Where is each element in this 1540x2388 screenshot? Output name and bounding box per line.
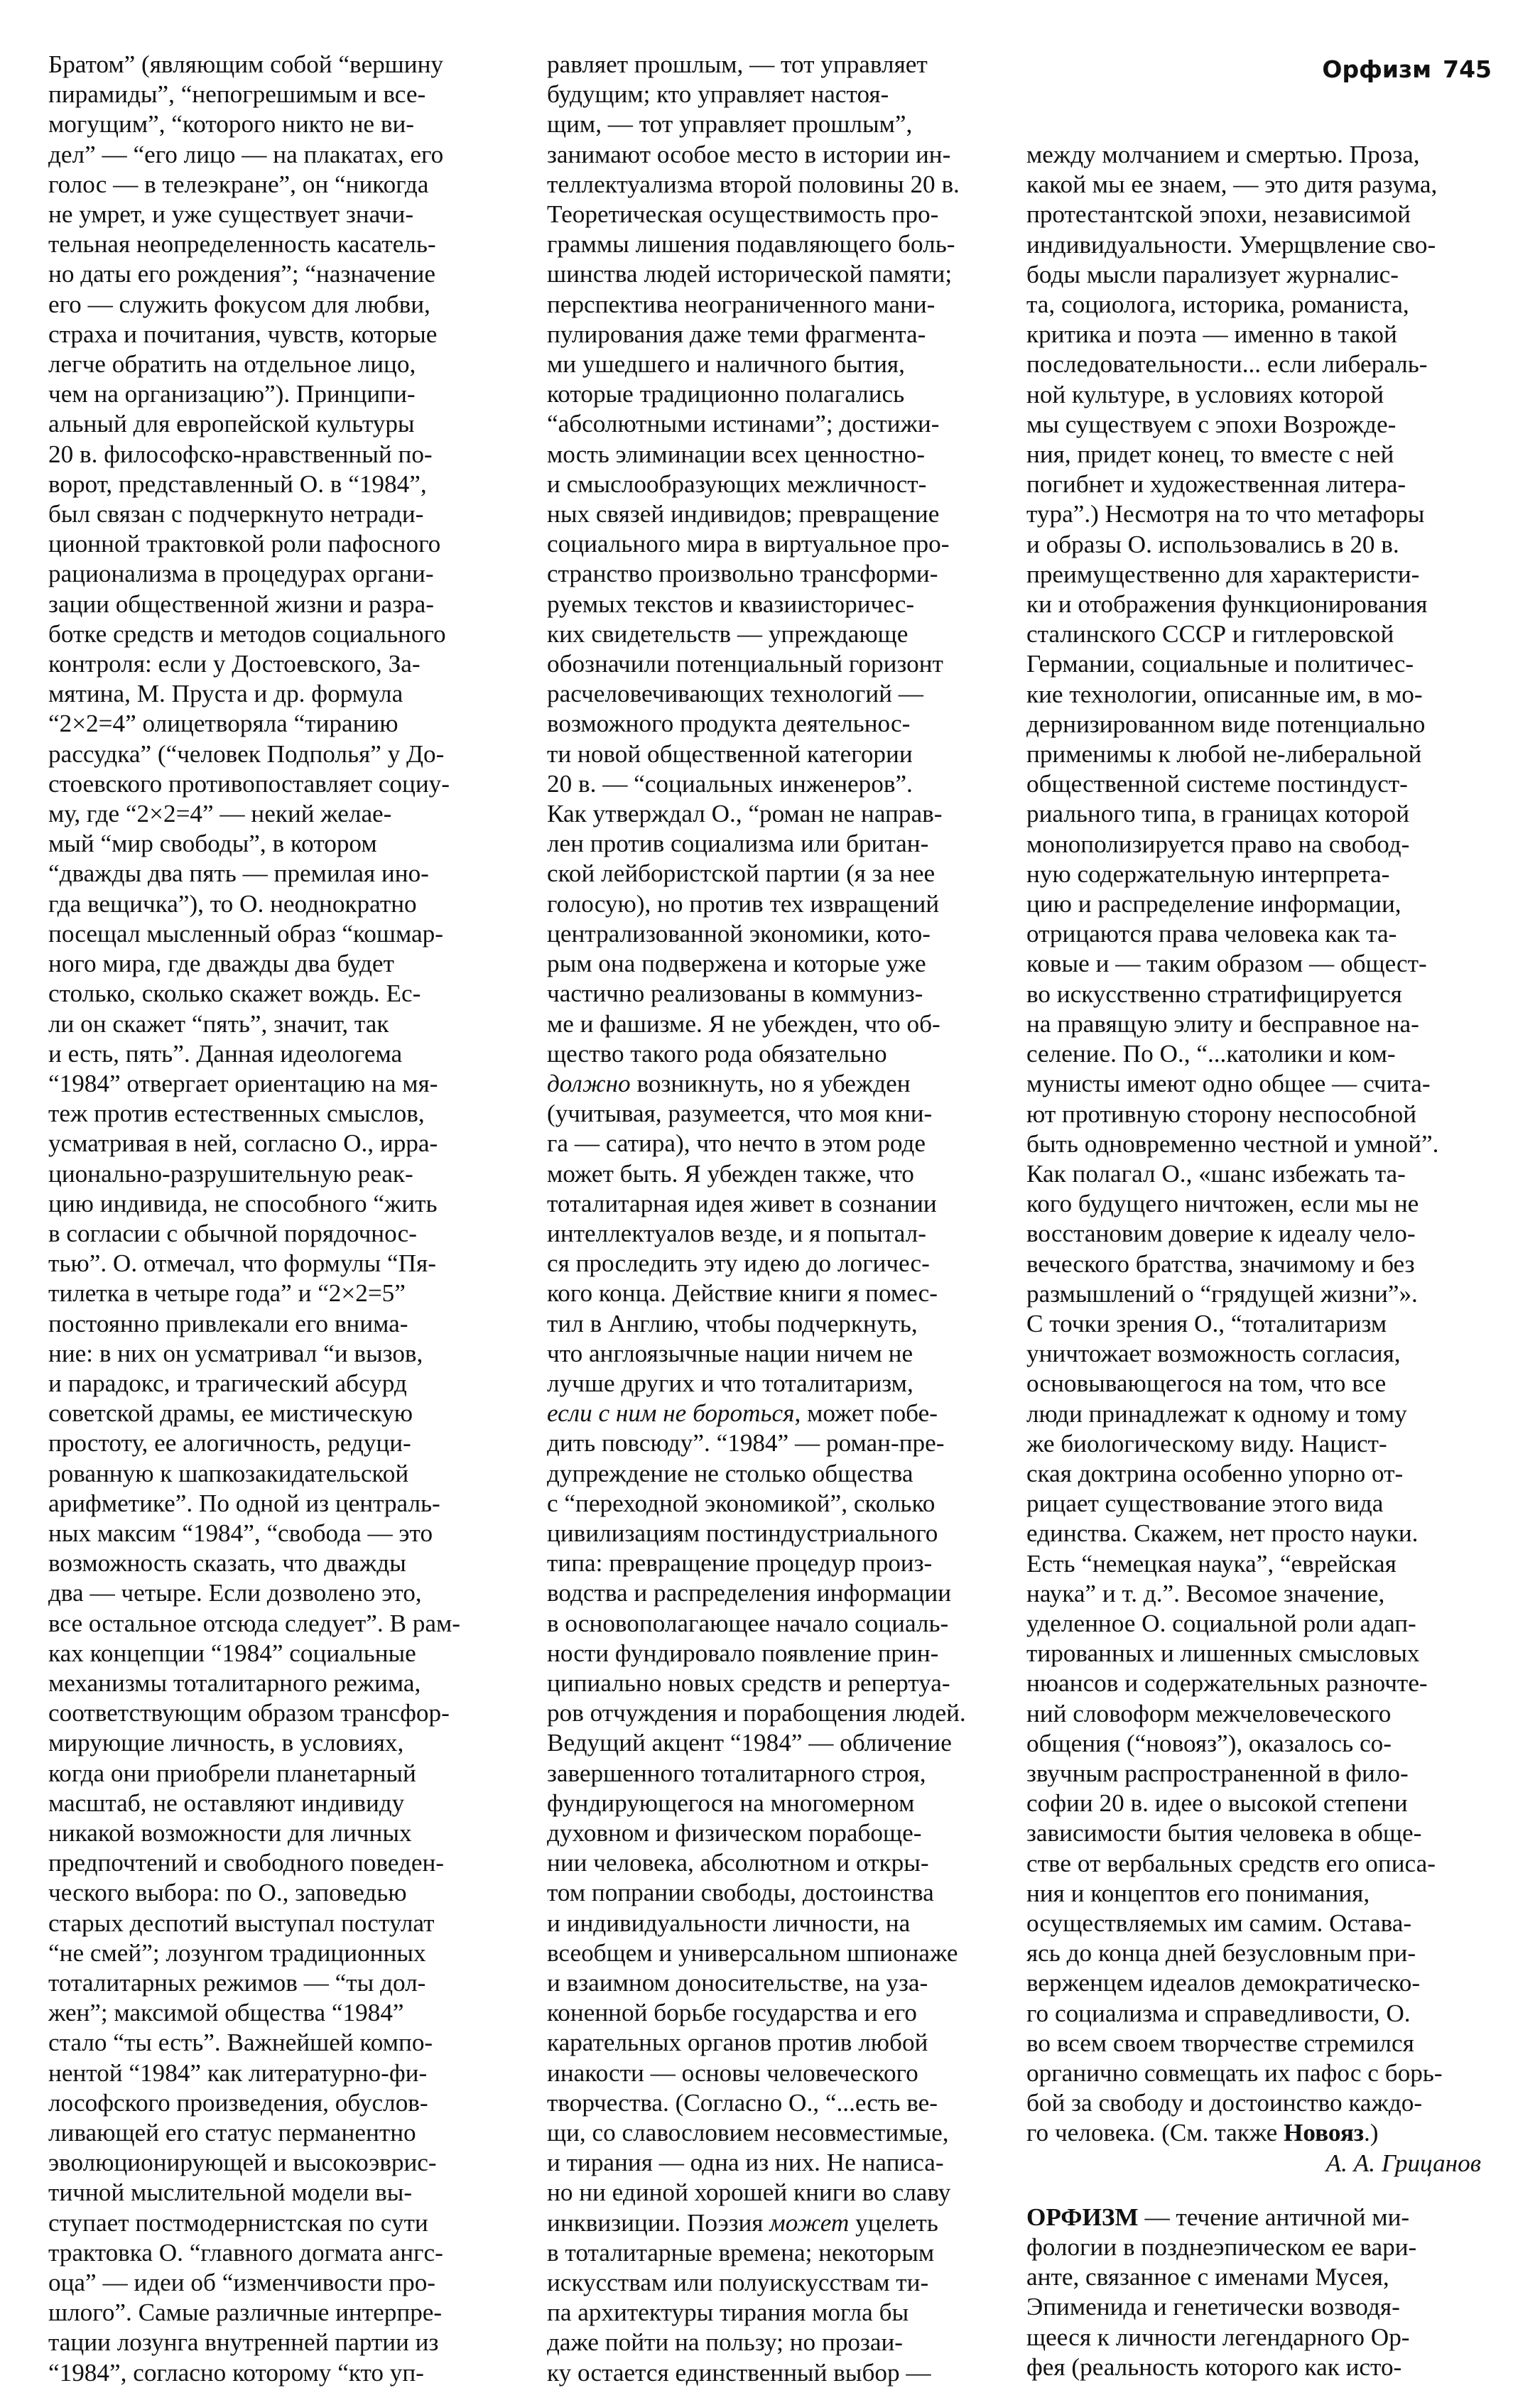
- text-line: соответствующим образом трансфор-: [48, 1699, 450, 1727]
- text-line: гда вещичка”), то О. неоднократно: [48, 889, 417, 918]
- text-line: могущим”, “которого никто не ви-: [48, 110, 414, 139]
- text-line: га — сатира), что нечто в этом роде: [547, 1129, 926, 1158]
- text-line: быть одновременно честной и умной”.: [1026, 1129, 1439, 1158]
- text-line: социального мира в виртуальное про-: [547, 530, 950, 558]
- text-line: общественной системе постиндуст-: [1026, 770, 1408, 798]
- text-line: верженцем идеалов демократическо-: [1026, 1969, 1421, 1997]
- text-line: ки и отображения функционирования: [1026, 590, 1428, 619]
- text-line: веческого братства, значимому и без: [1026, 1249, 1415, 1278]
- text-line: страха и почитания, чувств, которые: [48, 320, 438, 348]
- text-line: посещал мысленный образ “кошмар-: [48, 919, 443, 948]
- text-line: оца” — идеи об “изменчивости про-: [48, 2269, 436, 2297]
- text-line: все остальное отсюда следует”. В рам-: [48, 1609, 460, 1637]
- text-line: ния, придет конец, то вместе с ней: [1026, 440, 1394, 469]
- text-line: анте, связанное с именами Мусея,: [1026, 2263, 1389, 2291]
- text-line: Ведущий акцент “1984” — обличение: [547, 1729, 952, 1757]
- text-line: “дважды два пять — премилая ино-: [48, 859, 429, 888]
- text-line: кого будущего ничтожен, если мы не: [1026, 1190, 1419, 1218]
- text-line: протестантской эпохи, независимой: [1026, 200, 1411, 229]
- text-line: та, социолога, историка, романиста,: [1026, 291, 1409, 319]
- text-line: “1984” отвергает ориентацию на мя-: [48, 1069, 438, 1097]
- text-line: инквизиции. Поэзия может уцелеть: [547, 2208, 938, 2237]
- text-line: размышлений о “грядущей жизни”».: [1026, 1279, 1418, 1308]
- text-line: во искусственно стратифицируется: [1026, 979, 1402, 1008]
- text-line: которые традиционно полагались: [547, 380, 905, 408]
- text-line: может быть. Я убежден также, что: [547, 1159, 914, 1188]
- text-line: голосую), но против тех извращений: [547, 889, 940, 918]
- text-line: в согласии с обычной порядочнос-: [48, 1219, 417, 1247]
- text-line: мятина, М. Пруста и др. формула: [48, 680, 403, 708]
- text-line: тоталитарная идея живет в сознании: [547, 1189, 937, 1217]
- text-line: но даты его рождения”; “назначение: [48, 260, 435, 288]
- text-line: но ни единой хорошей книги во славу: [547, 2178, 951, 2207]
- text-line: “абсолютными истинами”; достижи-: [547, 410, 940, 438]
- next-article-lines: [1026, 2232, 1481, 2382]
- text-line: стало “ты есть”. Важнейшей компо-: [48, 2029, 433, 2057]
- text-line: нюансов и содержательных разночте-: [1026, 1669, 1428, 1698]
- text-line: и индивидуальности личности, на: [547, 1909, 911, 1937]
- text-line: ся проследить эту идею до логичес-: [547, 1249, 930, 1278]
- text-line: простоту, ее алогичность, редуци-: [48, 1429, 411, 1458]
- text-line: “2×2=4” олицетворяла “тиранию: [48, 710, 398, 738]
- text-line: ясь до конца дней безусловным при-: [1026, 1939, 1416, 1968]
- text-line: ме и фашизме. Я не убежден, что об-: [547, 1009, 940, 1038]
- text-line: ботке средств и методов социального: [48, 619, 446, 648]
- text-line: ний словоформ межчеловеческого: [1026, 1699, 1392, 1727]
- text-line: стве от вербальных средств его описа-: [1026, 1849, 1436, 1877]
- text-line: ворот, представленный О. в “1984”,: [48, 470, 427, 498]
- text-line: ров отчуждения и порабощения людей.: [547, 1699, 966, 1727]
- text-line: перспектива неограниченного мани-: [547, 290, 936, 318]
- text-line: том попрании свободы, достоинства: [547, 1879, 934, 1907]
- text-line: фологии в позднеэпическом ее вари-: [1026, 2233, 1417, 2262]
- text-line: основывающегося на том, что все: [1026, 1369, 1387, 1398]
- text-line: наука” и т. д.”. Весомое значение,: [1026, 1579, 1385, 1607]
- text-line: эволюционирующей и высокоэврис-: [48, 2149, 437, 2177]
- text-line: ливающей его статус перманентно: [48, 2119, 416, 2147]
- text-line: ного мира, где дважды два будет: [48, 950, 394, 978]
- text-line: арифметике”. По одной из централь-: [48, 1489, 440, 1517]
- text-line: ют противную сторону неспособной: [1026, 1100, 1417, 1128]
- text-line: органично совмещать их пафос с борь-: [1026, 2059, 1443, 2087]
- text-line: лен против социализма или британ-: [547, 830, 929, 858]
- page-number: 745: [1443, 55, 1492, 83]
- text-line: ких свидетельств — упреждающе: [547, 619, 909, 648]
- text-line: ние: в них он усматривал “и вызов,: [48, 1339, 423, 1367]
- text-line: что англоязычные нации ничем не: [547, 1339, 913, 1367]
- text-line: софии 20 в. идее о высокой степени: [1026, 1789, 1408, 1818]
- text-line: ной культуре, в условиях которой: [1026, 380, 1384, 408]
- text-line: и парадокс, и трагический абсурд: [48, 1369, 407, 1397]
- text-line: тельная неопределенность касатель-: [48, 230, 436, 259]
- text-line: и образы О. использовались в 20 в.: [1026, 530, 1399, 558]
- text-line: постоянно привлекали его внима-: [48, 1309, 408, 1337]
- text-line: и смыслообразующих межличност-: [547, 470, 927, 498]
- text-line: занимают особое место в истории ин-: [547, 140, 951, 168]
- text-line: ской лейбористской партии (я за нее: [547, 859, 936, 888]
- text-line: ных максим “1984”, “свобода — это: [48, 1519, 433, 1547]
- text-line: ности фундировало появление прин-: [547, 1639, 939, 1667]
- text-line: усматривая в ней, согласно О., ирра-: [48, 1129, 438, 1158]
- text-line: тоталитарных режимов — “ты дол-: [48, 1969, 426, 1997]
- text-line: щееся к личности легендарного Ор-: [1026, 2323, 1410, 2351]
- text-line: общения (“новояз”), оказалось со-: [1026, 1729, 1392, 1757]
- text-line: и есть, пять”. Данная идеологема: [48, 1039, 403, 1068]
- text-line: го человека. (См. также Новояз.): [1026, 2119, 1379, 2147]
- text-line: осуществляемых им самим. Остава-: [1026, 1909, 1412, 1937]
- text-line: ти новой общественной категории: [547, 739, 913, 768]
- text-line: ционной трактовкой роли пафосного: [48, 530, 441, 558]
- next-article-first-line-text: — течение античной ми-: [1138, 2203, 1410, 2231]
- text-line: его — служить фокусом для любви,: [48, 290, 430, 318]
- text-line: завершенного тоталитарного строя,: [547, 1759, 926, 1787]
- text-line: Эпименида и генетически возводя-: [1026, 2293, 1400, 2321]
- text-line: возможность сказать, что дважды: [48, 1549, 406, 1578]
- text-line: альный для европейской культуры: [48, 410, 415, 438]
- text-line: нентой “1984” как литературно-фи-: [48, 2058, 428, 2087]
- text-line: щество такого рода обязательно: [547, 1039, 887, 1068]
- text-line: частично реализованы в коммуниз-: [547, 979, 923, 1008]
- text-line: трактовка О. “главного догмата ангс-: [48, 2238, 443, 2267]
- text-line: ципиально новых средств и репертуа-: [547, 1668, 950, 1697]
- text-line: “не смей”; лозунгом традиционных: [48, 1938, 426, 1967]
- text-column-middle: [547, 50, 1002, 2388]
- text-line: цивилизациям постиндустриального: [547, 1519, 938, 1547]
- text-line: па архитектуры тирания могла бы: [547, 2299, 909, 2327]
- text-line: в основополагающее начало социаль-: [547, 1609, 949, 1637]
- text-line: граммы лишения подавляющего боль-: [547, 230, 955, 259]
- text-line: если с ним не бороться, может побе-: [547, 1399, 938, 1428]
- text-line: руемых текстов и квазиисторичес-: [547, 590, 915, 618]
- text-line: люди принадлежат к одному и тому: [1026, 1399, 1407, 1428]
- text-line: голос — в телеэкране”, он “никогда: [48, 170, 429, 198]
- text-line: с “переходной экономикой”, сколько: [547, 1489, 936, 1517]
- text-line: стоевского противопоставляет социу-: [48, 769, 450, 798]
- text-line: тации лозунга внутренней партии из: [48, 2328, 439, 2357]
- text-line: два — четыре. Если дозволено это,: [48, 1579, 422, 1607]
- text-line: карательных органов против любой: [547, 2029, 928, 2057]
- text-line: инакости — основы человеческого: [547, 2058, 918, 2087]
- text-line: ния и концептов его понимания,: [1026, 1879, 1370, 1907]
- text-line: пирамиды”, “непогрешимым и все-: [48, 80, 426, 109]
- next-article-first-line: [1026, 2203, 1481, 2232]
- text-line: чем на организацию”). Принципи-: [48, 380, 416, 408]
- text-line: кие технологии, описанные им, в мо-: [1026, 680, 1423, 708]
- text-line: монополизируется право на свобод-: [1026, 830, 1410, 858]
- text-line: ных связей индивидов; превращение: [547, 500, 940, 528]
- text-line: типа: превращение процедур произ-: [547, 1549, 933, 1578]
- text-line: нии человека, абсолютном и откры-: [547, 1849, 929, 1877]
- text-line: шлого”. Самые различные интерпре-: [48, 2299, 443, 2327]
- text-line: не умрет, и уже существует значи-: [48, 200, 414, 229]
- text-line: в тоталитарные времена; некоторым: [547, 2238, 935, 2267]
- text-line: щи, со славословием несовместимые,: [547, 2119, 949, 2147]
- section-title: Орфизм: [1322, 55, 1432, 83]
- text-line: рицает существование этого вида: [1026, 1489, 1384, 1518]
- text-line: духовном и физическом порабоще-: [547, 1818, 922, 1847]
- text-line: тью”. О. отмечал, что формулы “Пя-: [48, 1249, 436, 1278]
- text-line: сталинского СССР и гитлеровской: [1026, 620, 1394, 648]
- text-line: дел” — “его лицо — на плакатах, его: [48, 140, 444, 168]
- text-line: го социализма и справедливости, О.: [1026, 1999, 1411, 2027]
- text-line: Есть “немецкая наука”, “еврейская: [1026, 1549, 1397, 1578]
- text-line: восстановим доверие к идеалу чело-: [1026, 1220, 1416, 1248]
- text-line: интеллектуалов везде, и я попытал-: [547, 1219, 926, 1247]
- text-line: Как полагал О., «шанс избежать та-: [1026, 1159, 1406, 1188]
- text-line: какой мы ее знаем, — это дитя разума,: [1026, 170, 1438, 199]
- text-line: ках концепции “1984” социальные: [48, 1639, 416, 1667]
- text-line: риального типа, в границах которой: [1026, 800, 1410, 828]
- text-line: когда они приобрели планетарный: [48, 1759, 416, 1787]
- text-line: фея (реальность которого как исто-: [1026, 2352, 1402, 2381]
- text-line: зависимости бытия человека в обще-: [1026, 1819, 1422, 1847]
- text-line: и взаимном доносительстве, на уза-: [547, 1969, 928, 1997]
- text-line: кого конца. Действие книги я помес-: [547, 1279, 938, 1308]
- text-line: контроля: если у Достоевского, За-: [48, 650, 421, 678]
- next-article-headword: ОРФИЗМ: [1026, 2203, 1139, 2231]
- text-line: дернизированном виде потенциально: [1026, 710, 1426, 738]
- text-line: цию индивида, не способного “жить: [48, 1189, 438, 1217]
- text-line: применимы к любой не-либеральной: [1026, 740, 1422, 769]
- text-line: ционально-разрушительную реак-: [48, 1159, 413, 1188]
- text-line: мунисты имеют одно общее — счита-: [1026, 1070, 1431, 1098]
- text-line: му, где “2×2=4” — некий желае-: [48, 800, 392, 828]
- text-line: рационализма в процедурах органи-: [48, 560, 434, 588]
- text-line: уничтожает возможность согласия,: [1026, 1340, 1401, 1368]
- text-line: погибнет и художественная литера-: [1026, 470, 1406, 499]
- text-line: рассудка” (“человек Подполья” у До-: [48, 739, 445, 768]
- text-line: был связан с подчеркнуто нетради-: [48, 500, 424, 528]
- text-line: ли он скажет “пять”, значит, так: [48, 1009, 389, 1038]
- text-line: ступает постмодернистская по сути: [48, 2208, 428, 2237]
- text-line: тичной мыслительной модели вы-: [48, 2178, 413, 2207]
- article-author: А. А. Грицанов: [1325, 2149, 1481, 2177]
- text-line: во всем своем творчестве стремился: [1026, 2029, 1414, 2057]
- text-line: ми ушедшего и наличного бытия,: [547, 350, 905, 379]
- text-line: тил в Англию, чтобы подчеркнуть,: [547, 1309, 918, 1337]
- text-line: между молчанием и смертью. Проза,: [1026, 141, 1420, 168]
- text-line: цию и распределение информации,: [1026, 890, 1401, 918]
- text-line: обозначили потенциальный горизонт: [547, 650, 943, 678]
- text-line: тилетка в четыре года” и “2×2=5”: [48, 1279, 406, 1308]
- text-line: никакой возможности для личных: [48, 1818, 412, 1847]
- text-line: мирующие личность, в условиях,: [48, 1729, 404, 1757]
- text-line: лософского произведения, обуслов-: [48, 2088, 428, 2117]
- text-line: рованную к шапкозакидательской: [48, 1459, 409, 1487]
- text-line: столько, сколько скажет вождь. Ес-: [48, 979, 421, 1008]
- text-line: и тирания — одна из них. Не написа-: [547, 2149, 944, 2177]
- text-line: “1984”, согласно которому “кто уп-: [48, 2358, 424, 2387]
- text-line: 20 в. философско-нравственный по-: [48, 440, 433, 468]
- text-line: возможного продукта деятельнос-: [547, 710, 911, 738]
- column-right-lines: [1026, 140, 1481, 2149]
- text-line: теллектуализма второй половины 20 в.: [547, 170, 960, 198]
- text-line: мы существуем с эпохи Возрожде-: [1026, 410, 1397, 438]
- text-line: лучше других и что тоталитаризм,: [547, 1369, 913, 1397]
- text-line: индивидуальности. Умерщвление сво-: [1026, 230, 1436, 259]
- text-column-left: [48, 50, 503, 2388]
- text-line: ку остается единственный выбор —: [547, 2358, 931, 2387]
- text-line: ская доктрина особенно упорно от-: [1026, 1459, 1404, 1487]
- text-line: мость элиминации всех ценностно-: [547, 440, 925, 468]
- text-line: теж против естественных смыслов,: [48, 1100, 425, 1128]
- text-line: ческого выбора: по О., заповедью: [48, 1879, 407, 1907]
- text-line: Теоретическая осуществимость про-: [547, 200, 939, 229]
- text-line: Германии, социальные и политичес-: [1026, 650, 1414, 678]
- text-line: зации общественной жизни и разра-: [48, 590, 434, 618]
- text-line: Братом” (являющим собой “вершину: [48, 50, 444, 78]
- text-line: звучным распространенной в фило-: [1026, 1759, 1409, 1787]
- text-line: же биологическому виду. Нацист-: [1026, 1429, 1387, 1458]
- text-line: селение. По О., “...католики и ком-: [1026, 1040, 1396, 1068]
- text-line: тированных и лишенных смысловых: [1026, 1639, 1420, 1668]
- text-line: всеобщем и универсальном шпионаже: [547, 1938, 958, 1967]
- text-line: шинства людей исторической памяти;: [547, 260, 953, 288]
- text-line: искусствам или полуискусствам ти-: [547, 2269, 929, 2297]
- text-line: отрицаются права человека как та-: [1026, 920, 1397, 948]
- text-line: будущим; кто управляет настоя-: [547, 80, 889, 109]
- text-line: С точки зрения О., “тоталитаризм: [1026, 1309, 1387, 1337]
- text-line: ную содержательную интерпрета-: [1026, 859, 1390, 888]
- text-line: Как утверждал О., “роман не направ-: [547, 800, 943, 828]
- text-line: жен”; максимой общества “1984”: [48, 1999, 404, 2027]
- text-line: последовательности... если либераль-: [1026, 350, 1428, 379]
- text-line: коненной борьбе государства и его: [547, 1999, 917, 2027]
- text-line: дить повсюду”. “1984” — роман-пре-: [547, 1429, 945, 1458]
- text-line: единства. Скажем, нет просто науки.: [1026, 1519, 1419, 1548]
- text-line: легче обратить на отдельное лицо,: [48, 350, 416, 379]
- text-line: даже пойти на пользу; но прозаи-: [547, 2328, 904, 2357]
- text-line: уделенное О. социальной роли адап-: [1026, 1609, 1416, 1637]
- text-line: ковые и — таким образом — общест-: [1026, 950, 1427, 978]
- text-line: равляет прошлым, — тот управляет: [547, 50, 928, 78]
- text-line: бой за свободу и достоинство каждо-: [1026, 2089, 1423, 2117]
- text-line: (учитывая, разумеется, что моя кни-: [547, 1100, 933, 1128]
- text-line: щим, — тот управляет прошлым”,: [547, 110, 913, 139]
- text-line: дупреждение не столько общества: [547, 1459, 913, 1487]
- text-line: 20 в. — “социальных инженеров”.: [547, 769, 913, 798]
- next-article: [1026, 2203, 1481, 2382]
- text-line: творчества. (Согласно О., “...есть ве-: [547, 2088, 938, 2117]
- text-line: мый “мир свободы”, в котором: [48, 830, 377, 858]
- text-column-right: [1026, 140, 1481, 2382]
- text-line: расчеловечивающих технологий —: [547, 680, 923, 708]
- text-line: пулирования даже теми фрагмента-: [547, 320, 926, 348]
- text-line: механизмы тоталитарного режима,: [48, 1668, 421, 1697]
- text-line: рым она подвержена и которые уже: [547, 950, 926, 978]
- text-line: должно возникнуть, но я убежден: [547, 1069, 911, 1097]
- text-line: предпочтений и свободного поведен-: [48, 1849, 445, 1877]
- text-line: боды мысли парализует журналис-: [1026, 260, 1399, 288]
- text-line: странство произвольно трансформи-: [547, 560, 938, 588]
- text-line: преимущественно для характеристи-: [1026, 560, 1420, 588]
- text-line: на правящую элиту и бесправное на-: [1026, 1009, 1419, 1038]
- text-line: масштаб, не оставляют индивиду: [48, 1789, 405, 1817]
- text-line: критика и поэта — именно в такой: [1026, 320, 1397, 349]
- text-line: фундирующегося на многомерном: [547, 1789, 915, 1817]
- running-header: [1322, 55, 1492, 84]
- text-line: старых деспотий выступал постулат: [48, 1909, 435, 1937]
- text-line: тура”.) Несмотря на то что метафоры: [1026, 500, 1425, 528]
- text-line: водства и распределения информации: [547, 1579, 952, 1607]
- text-line: централизованной экономики, кото-: [547, 919, 931, 948]
- text-line: советской драмы, ее мистическую: [48, 1399, 413, 1428]
